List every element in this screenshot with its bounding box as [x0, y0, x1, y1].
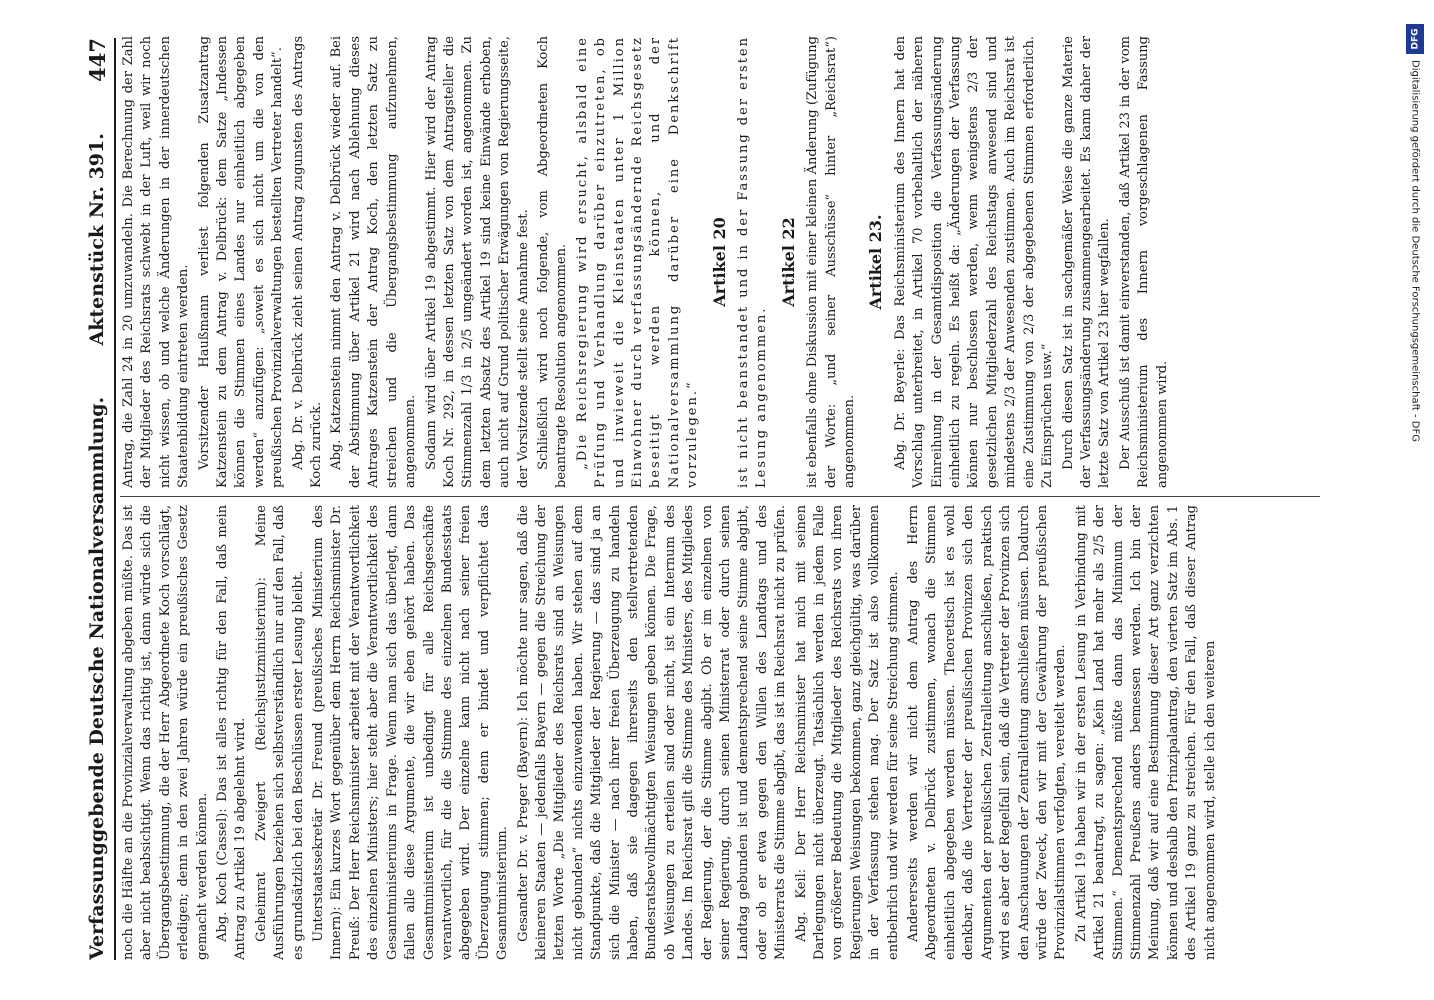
paragraph: noch die Hälfte an die Provinzialverwaltung abgeben müßte. Das ist aber nicht beabsichtigt. Wenn das richtig ist, dann würde sich die Übergangsbestimmung, die der Herr Abgeordnete Koch vorschlägt, erledigen; denn in den zwei Jahren würde ein preußisches Gesetz gemacht werden können. — [121, 505, 210, 960]
paragraph: Abg. Koch (Cassel): Das ist alles richtig für den Fall, daß mein Antrag zu Artikel 19 abgelehnt wird. — [215, 505, 249, 960]
paragraph: Durch diesen Satz ist in sachgemäßer Weise die ganze Materie der Verfassungsänderung zusammengearbeitet. Es kann daher der letzte Satz von Artikel 23 hier wegfallen. — [1060, 36, 1113, 488]
paragraph: Sodann wird über Artikel 19 abgestimmt. Hier wird der Antrag Koch Nr. 292, in dessen letzten Satz von dem Antragsteller die Stimmenzahl 1/3 in 2/5 umgeändert worden ist, angenommen. Zu dem letzten Absatz des Artikel 19 sind keine Einwände erhoben, auch nicht auf Grund politischer Erwägungen von Regierungsseite, der Vorsitzende stellt seine Annahme fest. — [423, 36, 531, 488]
section-heading-artikel-20: Artikel 20 — [709, 217, 729, 307]
paragraph: Vorsitzender Haußmann verliest folgenden Zusatzantrag Katzenstein zu dem Antrag v. Delbrück: dem Satze „Indessen können die Stimmen eines Landes nur einheitlich abgegeben werden“ anzufügen: „soweit es sich nicht um die von den preußischen Provinzialverwaltungen bestellten Vertreter handelt“. — [196, 36, 286, 488]
digitization-credit — [1400, 20, 1430, 980]
rotated-page-content — [60, 18, 1376, 980]
paragraph: Abg. Dr. v. Delbrück zieht seinen Antrag zugunsten des Antrags Koch zurück. — [290, 36, 325, 488]
section-heading-artikel-22: Artikel 22 — [778, 217, 798, 307]
header-document-number: Aktenstück Nr. 391. — [86, 133, 108, 346]
paragraph: Abg. Katzenstein nimmt den Antrag v. Delbrück wieder auf. Bei der Abstimmung über Artikel 21 wird nach Ablehnung dieses Antrages Katzenstein der Antrag Koch, den letzten Satz zu streichen und die Übergangsbestimmung aufzunehmen, angenommen. — [329, 36, 419, 488]
resolution-text: „Die Reichsregierung wird ersucht, alsbald eine Prüfung und Verhandlung darüber einzutreten, ob und inwieweit die Kleinstaaten unter 1 Million Einwohner durch verfassungsändernde Reichsgesetz beseitigt werden können, und der Nationalversammlung darüber eine Denkschrift vorzulegen.“ — [574, 36, 701, 488]
credit-text: Digitalisierung gefördert durch die Deutsche Forschungsgemeinschaft - DFG — [1409, 60, 1421, 443]
paragraph: Der Ausschuß ist damit einverstanden, daß Artikel 23 in der vom Reichsministerium des Innern vorgeschlagenen Fassung angenommen wird. — [1117, 36, 1170, 488]
left-column — [120, 505, 1340, 960]
right-column — [120, 36, 1340, 488]
dfg-logo-text: DFG — [1410, 28, 1421, 50]
paragraph: Abg. Keil: Der Herr Reichsminister hat mich mit seinen Darlegungen nicht überzeugt. Tatsächlich werden in jedem Falle von größerer Bedeutung die Mitglieder des Reichsrats von ihren Regierungen Weisungen bekommen, ganz gleichgültig, was darüber in der Verfassung stehen mag. Der Satz ist also vollkommen entbehrlich und wir werden für seine Streichung stimmen. — [793, 505, 901, 960]
paragraph: Schließlich wird noch folgende, vom Abgeordneten Koch beantragte Resolution angenommen. — [535, 36, 570, 488]
paragraph: Gesandter Dr. v. Preger (Bayern): Ich möchte nur sagen, daß die kleineren Staaten — jedenfalls Bayern — gegen die Streichung der letzten Worte „Die Mitglieder des Reichsrats sind an Weisungen nicht gebunden“ nichts einzuwenden haben. Wir stehen auf dem Standpunkte, daß die Mitglieder der Regierung — das sind ja an sich die Minister — nach ihrer freien Überzeugung zu handeln haben, daß sie dagegen ihrerseits den stellvertretenden Bundesratsbevollmächtigten Weisungen geben können. Die Frage, ob Weisungen zu erteilen sind oder nicht, ist ein Internum des Landes. Im Reichsrat gilt die Stimme des Ministers, des Mitgliedes der Regierung, der die Stimme abgibt. Ob er im einzelnen von seiner Regierung, durch seinen Ministerrat oder durch seinen Landtag gebunden ist und dementsprechend seine Stimme abgibt, oder ob er etwa gegen den Willen des Landtags und des Ministerrats die Stimme abgibt, das ist im Reichsrat nicht zu prüfen. — [515, 505, 789, 960]
page-number: 447 — [84, 38, 110, 82]
paragraph: Andererseits werden wir nicht dem Antrag des Herrn Abgeordneten v. Delbrück zustimmen, wonach die Stimmen einheitlich abgegeben werden müssen. Theoretisch ist es wohl denkbar, daß die Vertreter der preußischen Provinzen sich den Argumenten der preußischen Zentralleitung anschließen, praktisch wird es aber der Regelfall sein, daß die Vertreter der Provinzen sich den Anschauungen der Zentralleitung anschließen müssen. Dadurch würde der Zweck, den wir mit der Gewährung der preußischen Provinzialstimmen verfolgten, vereitelt werden. — [906, 505, 1069, 960]
section-heading-artikel-23: Artikel 23. — [866, 214, 886, 310]
paragraph: Zu Artikel 19 haben wir in der ersten Lesung in Verbindung mit Artikel 21 beantragt, zu sagen: „Kein Land hat mehr als 2/5 der Stimmen.“ Dementsprechend müßte dann das Minimum der Stimmenzahl Preußens anders bemessen werden. Ich bin der Meinung, daß wir auf eine Bestimmung dieser Art ganz verzichten können und deshalb den Prinzipalantrag, den vierten Satz im Abs. 1 des Artikel 19 ganz zu streichen. Für den Fall, daß dieser Antrag nicht angenommen wird, stelle ich den weiteren — [1073, 505, 1218, 960]
paragraph: Antrag, die Zahl 24 in 20 umzuwandeln. Die Berechnung der Zahl der Mitglieder des Reichsrats schwebt in der Luft, weil wir noch nicht wissen, ob und welche Änderungen in der innerdeutschen Staatenbildung eintreten werden. — [121, 36, 192, 488]
paragraph: Unterstaatssekretär Dr. Freund (preußisches Ministerium des Innern): Ein kurzes Wort gegenüber dem Herrn Reichsminister Dr. Preuß: Der Herr Reichsminister arbeitet mit der Verantwortlichkeit des einzelnen Ministers; hier steht aber die Verantwortlichkeit des Gesamtministeriums in Frage. Wenn man sich das überlegt, dann fallen alle diese Argumente, die wir eben gehört haben. Das Gesamtministerium ist unbedingt für alle Reichsgeschäfte verantwortlich, für die die Stimme des einzelnen Bundesstaats abgegeben wird. Der einzelne kann nicht nach seiner freien Überzeugung stimmen; denn er bindet und verpflichtet das Gesamtministerium. — [311, 505, 511, 960]
paragraph: ist nicht beanstandet und in der Fassung der ersten Lesung angenommen. — [736, 36, 770, 488]
column-divider — [120, 496, 1320, 497]
paragraph: Geheimrat Zweigert (Reichsjustizministerium): Meine Ausführungen beziehen sich selbstverständlich nur auf den Fall, daß es grundsätzlich bei den Beschlüssen erster Lesung bleibt. — [253, 505, 306, 960]
paragraph: ist ebenfalls ohne Diskussion mit einer kleinen Änderung (Zufügung der Worte: „und seiner Ausschüsse“ hinter „Reichsrat“) angenommen. — [805, 36, 858, 488]
scanned-page — [60, 18, 1376, 980]
page-header — [80, 38, 116, 960]
dfg-logo-badge — [1406, 24, 1424, 54]
paragraph: Abg. Dr. Beyerle: Das Reichsministerium des Innern hat den Vorschlag unterbreitet, in Artikel 70 vorbehaltlich der näheren Einreihung in der Gesamtdisposition die Verfassungsänderung einheitlich zu regeln. Es heißt da: „Änderungen der Verfassung können nur beschlossen werden, wenn wenigstens 2/3 der gesetzlichen Mitgliederzahl des Reichstags anwesend sind und mindestens 2/3 der Anwesenden zustimmen. Auch im Reichsrat ist eine Zustimmung von 2/3 der abgegebenen Stimmen erforderlich. Zu Einsprüchen usw.“ — [892, 36, 1056, 488]
header-title: Verfassunggebende Deutsche Nationalversammlung. — [86, 396, 108, 960]
